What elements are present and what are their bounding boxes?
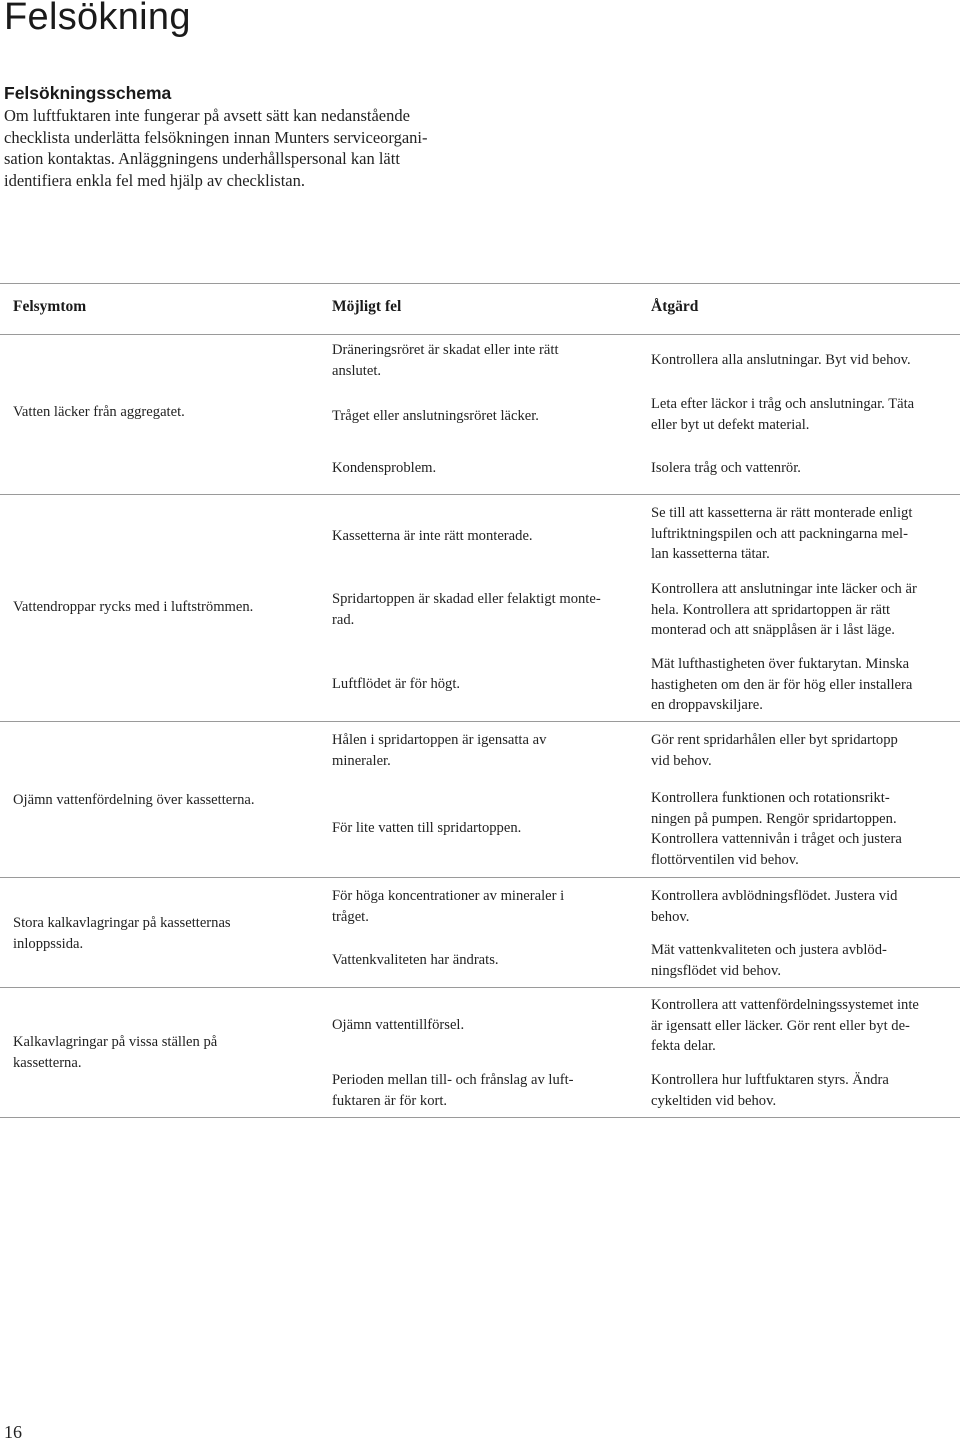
action-text: Kontrollera alla anslutningar. Byt vid behov. <box>651 352 911 368</box>
action-text: Isolera tråg och vattenrör. <box>651 460 801 476</box>
action-text: eller byt ut defekt material. <box>651 416 810 433</box>
action-cell <box>651 503 912 565</box>
action-text: Kontrollera vattennivån i tråget och justera <box>651 831 902 847</box>
action-text: lan kassetterna tätar. <box>651 546 770 562</box>
cause-cell <box>332 886 564 927</box>
cause-text: Kondensproblem. <box>332 460 437 476</box>
action-text: ningen på pumpen. Rengör spridartoppen. <box>651 810 897 827</box>
cause-text: För höga koncentrationer av mineraler i <box>332 888 565 904</box>
action-cell <box>651 940 887 981</box>
cause-cell <box>332 950 499 971</box>
symptom-cell <box>13 913 231 954</box>
action-cell <box>651 350 911 371</box>
cause-cell <box>332 589 601 630</box>
symptom-text: inloppssida. <box>13 935 84 952</box>
cause-text: Spridartoppen är skadad eller felaktigt monte- <box>332 591 601 607</box>
header-symptom: Felsymtom <box>13 298 87 315</box>
action-text: en droppavskiljare. <box>651 697 763 713</box>
action-text: Se till att kassetterna är rätt monterade enligt <box>651 505 913 521</box>
symptom-text: Vattendroppar rycks med i luftströmmen. <box>13 599 254 615</box>
cause-text: Tråget eller anslutningsröret läcker. <box>332 408 539 424</box>
cause-cell <box>332 526 533 547</box>
symptom-cell <box>13 402 185 423</box>
action-text: Kontrollera funktionen och rotationsrikt- <box>651 790 890 806</box>
symptom-text: kassetterna. <box>13 1054 82 1071</box>
action-text: hastigheten om den är för hög eller installera <box>651 676 913 693</box>
troubleshooting-table-header <box>0 283 960 335</box>
action-cell <box>651 788 902 870</box>
symptom-text: Kalkavlagringar på vissa ställen på <box>13 1034 218 1050</box>
cause-cell <box>332 730 546 771</box>
cause-text: Ojämn vattentillförsel. <box>332 1017 465 1033</box>
action-text: Kontrollera att anslutningar inte läcker och är <box>651 581 917 597</box>
cause-text: rad. <box>332 611 355 628</box>
cause-text: tråget. <box>332 908 369 925</box>
row-divider <box>0 494 960 495</box>
symptom-text: Ojämn vattenfördelning över kassetterna. <box>13 792 255 808</box>
page-title: Felsökning <box>4 0 191 38</box>
action-cell <box>651 1070 889 1111</box>
action-text: Kontrollera hur luftfuktaren styrs. Ändra <box>651 1072 889 1088</box>
action-text: Mät vattenkvaliteten och justera avblöd- <box>651 942 887 958</box>
cause-text: anslutet. <box>332 362 382 379</box>
action-cell <box>651 886 897 927</box>
action-text: ningsflödet vid behov. <box>651 962 781 979</box>
action-cell <box>651 730 898 771</box>
action-text: Leta efter läckor i tråg och anslutningar. Täta <box>651 396 915 412</box>
cause-cell <box>332 458 436 479</box>
action-text: Kontrollera att vattenfördelningssystemet inte <box>651 997 919 1013</box>
cause-cell <box>332 406 539 427</box>
intro-line: identifiera enkla fel med hjälp av checklistan. <box>4 170 305 190</box>
row-divider <box>0 877 960 878</box>
action-text: luftriktningspilen och att packningarna mel- <box>651 525 908 542</box>
cause-text: fuktaren är för kort. <box>332 1092 448 1109</box>
table-bottom-border <box>0 1117 960 1118</box>
action-text: Gör rent spridarhålen eller byt spridartopp <box>651 732 898 748</box>
section-title: Felsökningsschema <box>4 83 172 103</box>
action-cell <box>651 394 914 435</box>
symptom-text: Stora kalkavlagringar på kassetternas <box>13 915 231 931</box>
header-cause: Möjligt fel <box>332 298 402 315</box>
cause-text: mineraler. <box>332 752 391 769</box>
action-cell <box>651 654 912 716</box>
cause-text: Dräneringsröret är skadat eller inte rätt <box>332 342 559 358</box>
action-text: behov. <box>651 908 690 925</box>
cause-cell <box>332 1070 574 1111</box>
header-action: Åtgärd <box>651 298 699 315</box>
row-divider <box>0 721 960 722</box>
intro-line: Om luftfuktaren inte fungerar på avsett sätt kan nedanstående <box>4 106 410 125</box>
action-cell <box>651 458 801 479</box>
cause-cell <box>332 1015 464 1036</box>
symptom-cell <box>13 790 255 811</box>
intro-line: checklista underlätta felsökningen innan Munters serviceorgani- <box>4 127 428 147</box>
symptom-cell <box>13 597 253 618</box>
cause-cell <box>332 818 521 839</box>
cause-cell <box>332 340 559 381</box>
symptom-cell <box>13 1032 217 1073</box>
cause-text: Perioden mellan till- och frånslag av luft- <box>332 1072 574 1088</box>
action-cell <box>651 579 917 641</box>
cause-text: Luftflödet är för högt. <box>332 676 461 692</box>
action-text: fekta delar. <box>651 1038 716 1054</box>
symptom-text: Vatten läcker från aggregatet. <box>13 404 185 420</box>
action-text: vid behov. <box>651 752 712 769</box>
page-number: 16 <box>4 1422 22 1442</box>
action-text: cykeltiden vid behov. <box>651 1092 777 1109</box>
intro-line: sation kontaktas. Anläggningens underhållspersonal kan lätt <box>4 149 400 168</box>
action-text: flottörventilen vid behov. <box>651 851 799 868</box>
action-text: Kontrollera avblödningsflödet. Justera vid <box>651 888 898 904</box>
action-cell <box>651 995 919 1057</box>
cause-text: Hålen i spridartoppen är igensatta av <box>332 732 547 748</box>
cause-cell <box>332 674 460 695</box>
action-text: Mät lufthastigheten över fuktarytan. Minska <box>651 656 910 672</box>
action-text: är igensatt eller läcker. Gör rent eller byt de- <box>651 1017 910 1034</box>
row-divider <box>0 987 960 988</box>
action-text: hela. Kontrollera att spridartoppen är rätt <box>651 601 891 618</box>
cause-text: Vattenkvaliteten har ändrats. <box>332 952 499 968</box>
intro-paragraph <box>4 105 474 191</box>
cause-text: Kassetterna är inte rätt monterade. <box>332 528 533 544</box>
action-text: monterad och att snäpplåsen är i låst läge. <box>651 622 895 638</box>
cause-text: För lite vatten till spridartoppen. <box>332 820 522 836</box>
